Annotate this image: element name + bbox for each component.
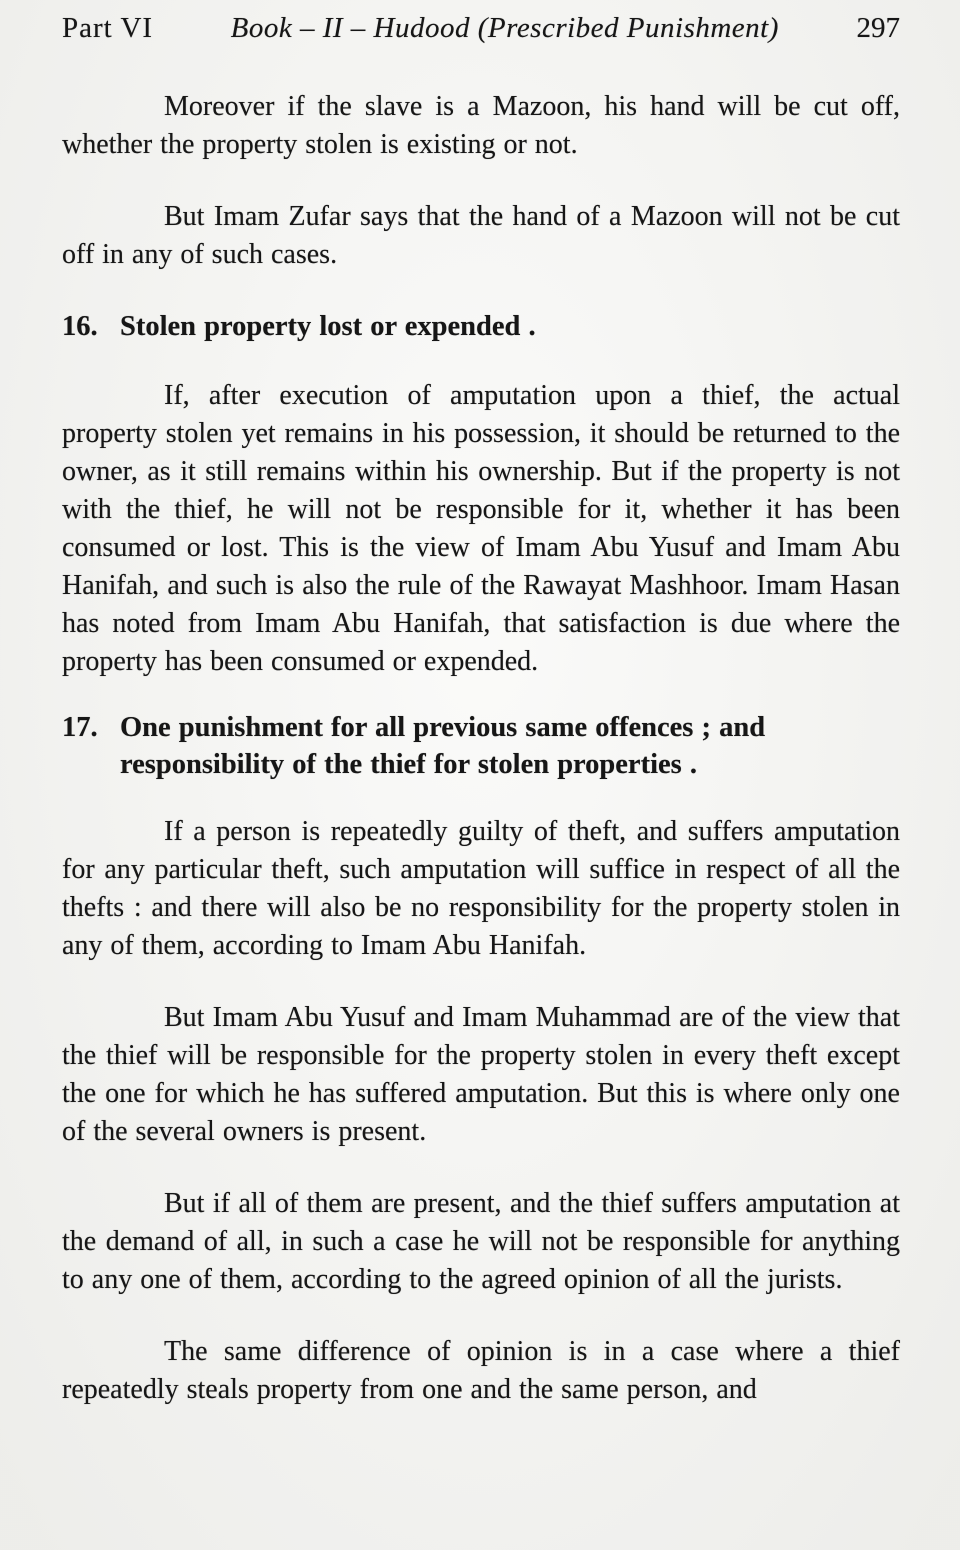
- paragraph-all-present: But if all of them are present, and the thief suffers amputation at the demand of all, in such a case he will not be responsible for anything to any one of them, according to the agreed opinion of all the jurists.: [62, 1188, 900, 1295]
- book-title: Book – II – Hudood (Prescribed Punishment): [230, 12, 779, 44]
- page-number: 297: [856, 12, 900, 44]
- section-title: One punishment for all previous same offences ; and responsibility of the thief for stolen properties .: [120, 712, 766, 780]
- part-label: Part VI: [62, 12, 154, 44]
- section-heading-16: [62, 308, 900, 345]
- paragraph-mazoon-hand-cut: Moreover if the slave is a Mazoon, his hand will be cut off, whether the property stolen is existing or not.: [62, 91, 900, 160]
- paragraph-imam-zufar: But Imam Zufar says that the hand of a Mazoon will not be cut off in any of such cases.: [62, 201, 900, 270]
- paragraph-property-returned: If, after execution of amputation upon a thief, the actual property stolen yet remains in his possession, it should be returned to the owner, as it still remains within his ownership. But if the property is not with the thief, he will not be responsible for it, whether it has been consumed or lost. This is the view of Imam Abu Yusuf and Imam Abu Hanifah, and such is also the rule of the Rawayat Mashhoor. Imam Hasan has noted from Imam Abu Hanifah, that satisfaction is due where the property has been consumed or expended.: [62, 380, 900, 677]
- section-number: 17.: [62, 712, 98, 743]
- paragraph-abu-yusuf-view: But Imam Abu Yusuf and Imam Muhammad are of the view that the thief will be responsible for the property stolen in every theft except the one for which he has suffered amputation. But this is where only one of the several owners is present.: [62, 1002, 900, 1147]
- section-title: Stolen property lost or expended .: [120, 311, 536, 342]
- section-heading-17: [62, 709, 900, 783]
- section-number: 16.: [62, 311, 98, 342]
- page-header: [62, 10, 900, 46]
- paragraph-repeated-theft: If a person is repeatedly guilty of theft, and suffers amputation for any particular theft, such amputation will suffice in respect of all the thefts : and there will also be no responsibility for the property stolen in any of them, according to Imam Abu Hanifah.: [62, 816, 900, 961]
- paragraph-same-person: The same difference of opinion is in a case where a thief repeatedly steals property from one and the same person, and: [62, 1336, 900, 1405]
